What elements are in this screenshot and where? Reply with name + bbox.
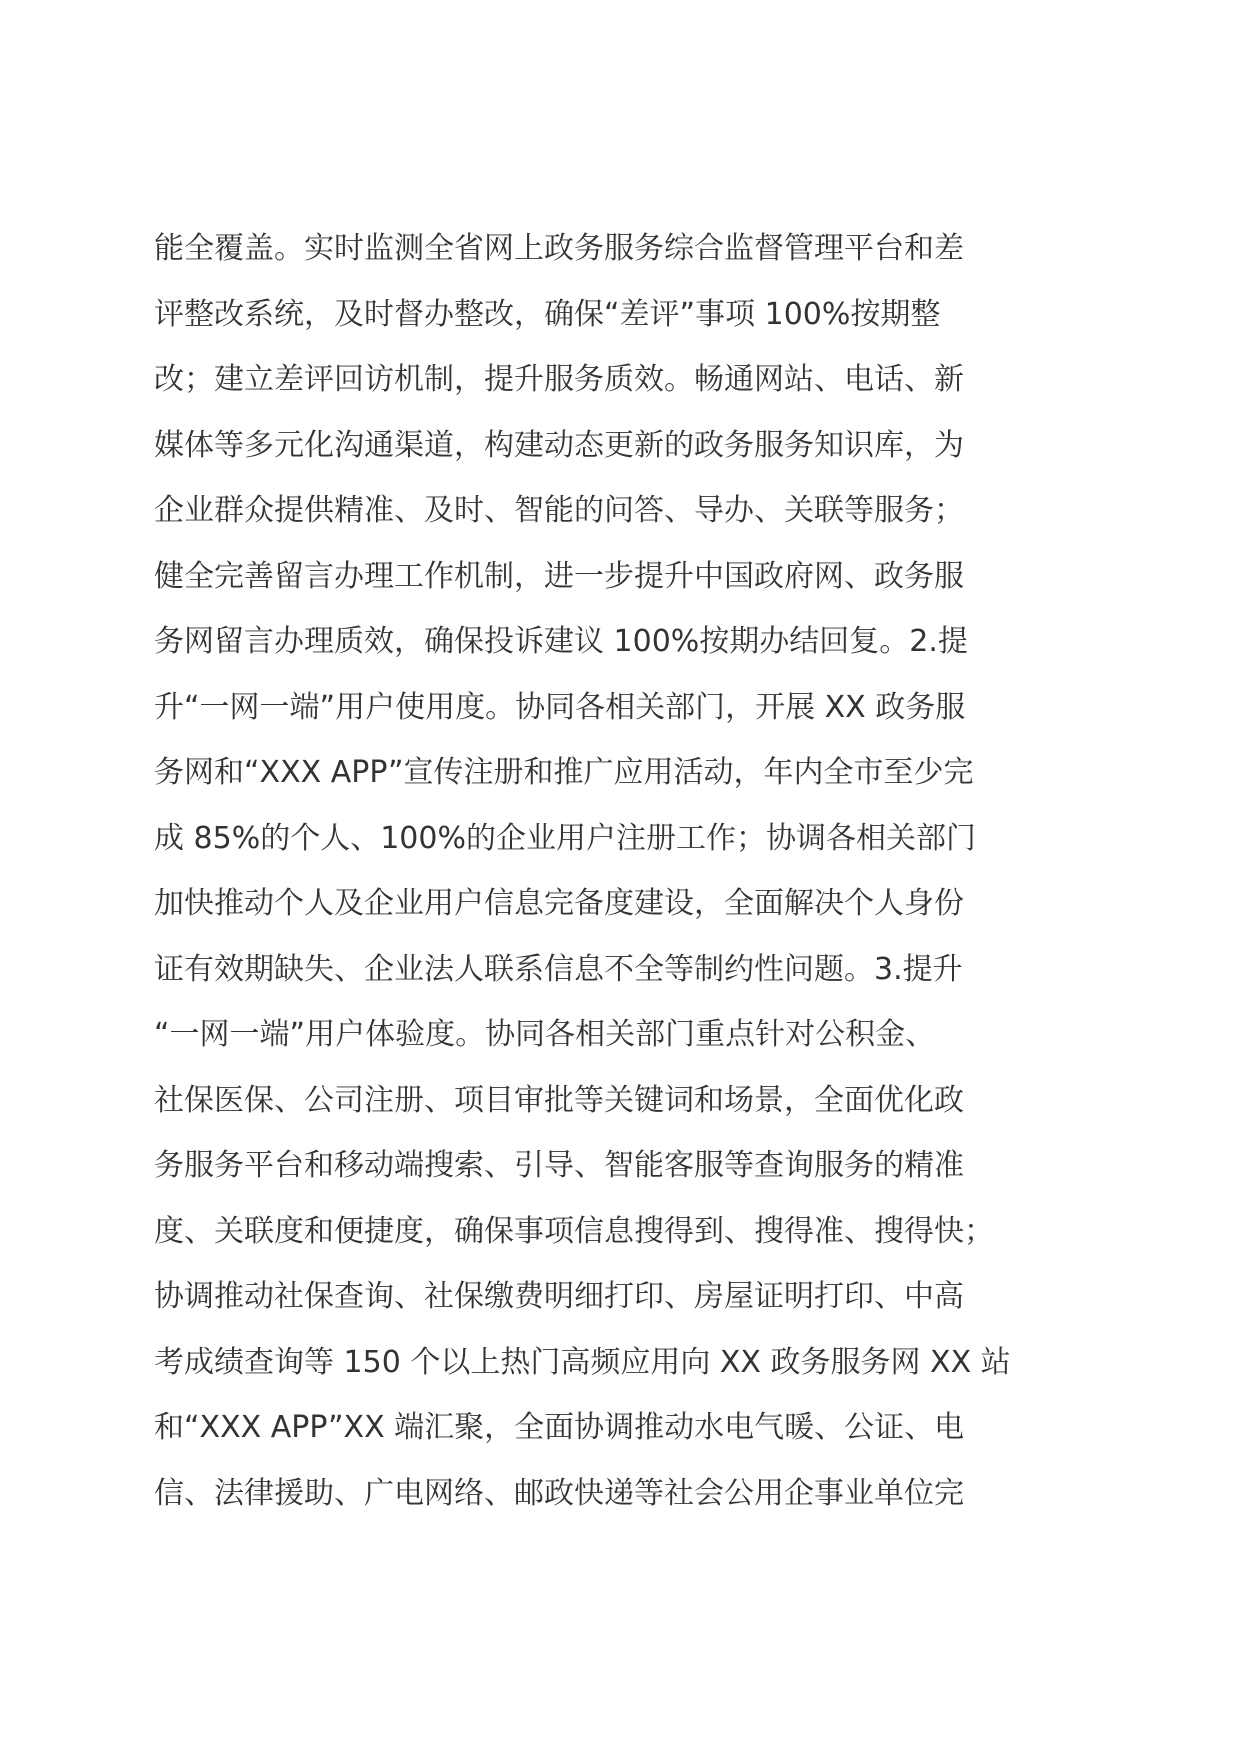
body-text [154,216,1094,1526]
text-line-19: 和“XXX APP”XX 端汇聚，全面协调推动水电气暖、公证、电 [154,1410,965,1445]
text-line-15: 务服务平台和移动端搜索、引导、智能客服等查询服务的精准 [154,1148,964,1183]
text-line-14: 社保医保、公司注册、项目审批等关键词和场景，全面优化政 [154,1082,964,1118]
text-line-5: 企业群众提供精准、及时、智能的问答、导办、关联等服务； [154,493,964,528]
text-line-10: 成 85%的个人、100%的企业用户注册工作；协调各相关部门 [154,820,976,856]
text-line-17: 协调推动社保查询、社保缴费明细打印、房屋证明打印、中高 [154,1279,964,1314]
text-line-1: 能全覆盖。实时监测全省网上政务服务综合监督管理平台和差 [154,231,964,266]
text-line-20: 信、法律援助、广电网络、邮政快递等社会公用企事业单位完 [154,1475,964,1511]
text-line-4: 媒体等多元化沟通渠道，构建动态更新的政务服务知识库，为 [154,427,964,463]
text-line-8: 升“一网一端”用户使用度。协同各相关部门，开展 XX 政务服 [154,689,966,725]
text-line-11: 加快推动个人及企业用户信息完备度建设，全面解决个人身份 [154,886,964,921]
text-line-7: 务网留言办理质效，确保投诉建议 100%按期办结回复。2.提 [154,624,968,659]
text-line-12: 证有效期缺失、企业法人联系信息不全等制约性问题。3.提升 [154,951,963,987]
text-line-13: “一网一端”用户体验度。协同各相关部门重点针对公积金、 [154,1017,936,1052]
text-line-6: 健全完善留言办理工作机制，进一步提升中国政府网、政务服 [154,558,964,594]
text-line-16: 度、关联度和便捷度，确保事项信息搜得到、搜得准、搜得快； [154,1213,994,1249]
text-line-9: 务网和“XXX APP”宣传注册和推广应用活动，年内全市至少完 [154,755,974,790]
text-line-3: 改；建立差评回访机制，提升服务质效。畅通网站、电话、新 [154,362,964,397]
text-line-2: 评整改系统，及时督办整改，确保“差评”事项 100%按期整 [154,296,941,332]
text-line-18: 考成绩查询等 150 个以上热门高频应用向 XX 政务服务网 XX 站 [154,1344,1011,1380]
